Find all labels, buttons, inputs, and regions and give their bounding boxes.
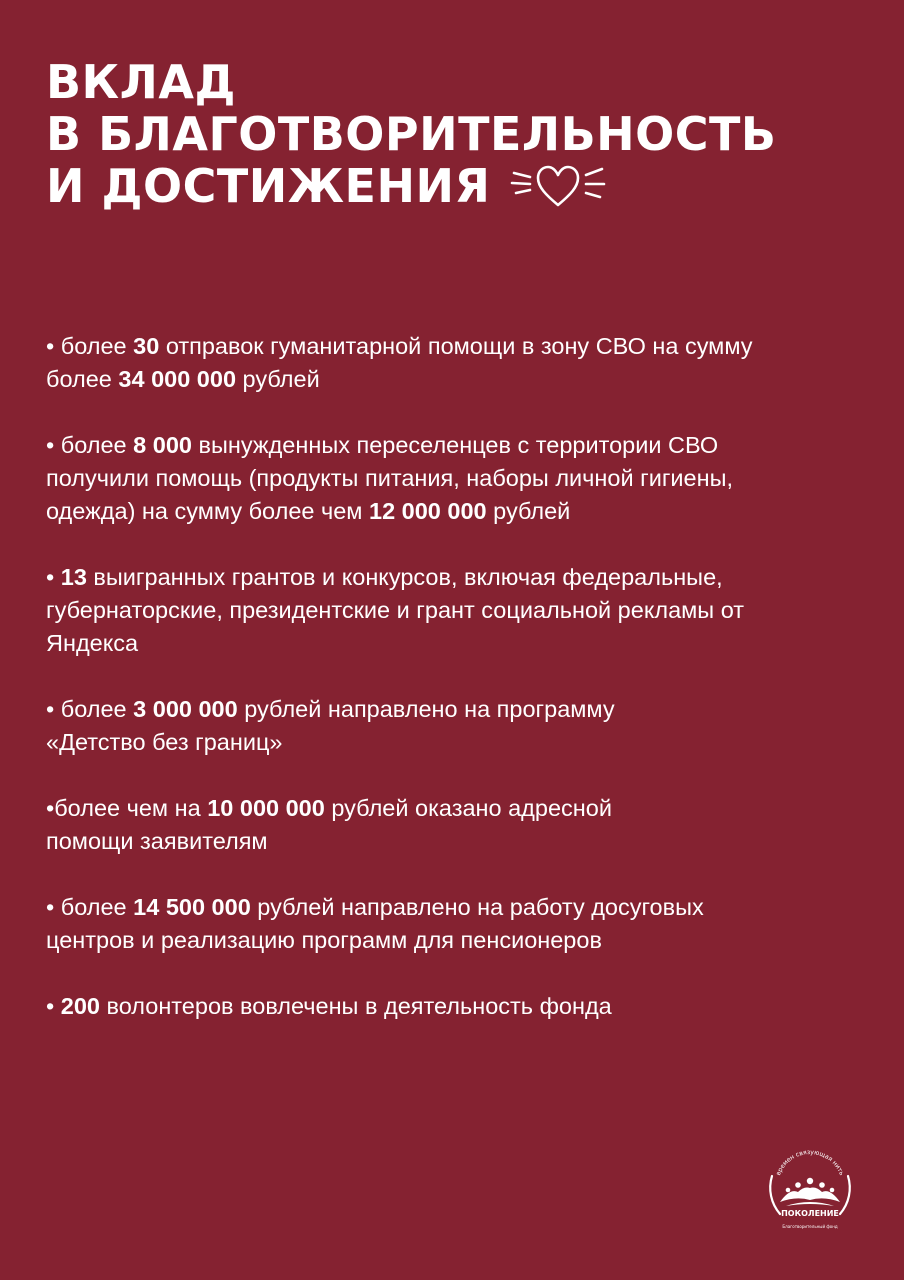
achievement-text: • более xyxy=(46,432,134,458)
achievement-text: • более xyxy=(46,894,134,920)
achievement-text: рублей направлено на программу xyxy=(237,696,615,722)
achievement-text: рублей xyxy=(486,498,571,524)
achievement-figure: 14 500 000 xyxy=(133,894,251,920)
achievement-text: получили помощь (продукты питания, наборы личной гигиены, xyxy=(46,465,733,491)
title-line-3: И ДОСТИЖЕНИЯ xyxy=(46,159,491,213)
achievement-text: рублей xyxy=(236,366,320,392)
achievement-item xyxy=(46,429,846,528)
logo-name: ПОКОЛЕНИЕ xyxy=(781,1209,839,1218)
achievement-text: отправок гуманитарной помощи в зону СВО на сумму xyxy=(159,333,753,359)
title-line-2: В БЛАГОТВОРИТЕЛЬНОСТЬ xyxy=(46,107,777,161)
achievement-text: «Детство без границ» xyxy=(46,729,283,755)
achievement-text: Яндекса xyxy=(46,630,139,656)
achievement-figure: 34 000 000 xyxy=(118,366,237,392)
achievement-text: рублей оказано адресной xyxy=(324,795,612,821)
achievement-text: • xyxy=(46,564,61,590)
achievement-figure: 3 000 000 xyxy=(133,696,238,722)
achievement-item xyxy=(46,693,846,759)
title-line-1: ВКЛАД xyxy=(46,55,236,109)
achievement-figure: 12 000 000 xyxy=(369,498,487,524)
title-line-3-wrap xyxy=(46,160,606,212)
achievement-figure: 13 xyxy=(60,564,87,590)
achievement-text: • более xyxy=(46,333,134,359)
achievement-text: • более xyxy=(46,696,134,722)
achievement-item xyxy=(46,990,846,1023)
achievement-text: рублей направлено на работу досуговых xyxy=(250,894,704,920)
achievement-text: выигранных грантов и конкурсов, включая федеральные, xyxy=(86,564,723,590)
achievement-text: губернаторские, президентские и грант социальной рекламы от xyxy=(46,597,745,623)
achievement-figure: 30 xyxy=(133,333,160,359)
achievement-text: •более чем на xyxy=(46,795,208,821)
achievement-text: одежда) на сумму более чем xyxy=(46,498,369,524)
achievement-text: более xyxy=(46,366,119,392)
logo-arc-text: времен связующая нить xyxy=(774,1148,846,1177)
achievement-item xyxy=(46,330,846,396)
heart-icon xyxy=(510,161,606,211)
achievement-text: центров и реализацию программ для пенсионеров xyxy=(46,927,602,953)
achievement-figure: 200 xyxy=(60,993,100,1019)
achievement-item xyxy=(46,792,846,858)
achievement-text: • xyxy=(46,993,61,1019)
page-title xyxy=(46,56,777,212)
achievement-item xyxy=(46,561,846,660)
achievement-text: вынужденных переселенцев с территории СВО xyxy=(191,432,719,458)
achievement-text: помощи заявителям xyxy=(46,828,268,854)
logo-subtitle: Благотворительный фонд xyxy=(782,1224,838,1229)
achievement-item xyxy=(46,891,846,957)
foundation-logo-icon xyxy=(760,1140,860,1240)
foundation-logo xyxy=(760,1140,860,1240)
achievement-figure: 8 000 xyxy=(133,432,192,458)
achievement-figure: 10 000 000 xyxy=(207,795,325,821)
achievements-list xyxy=(46,330,846,1056)
achievement-text: волонтеров вовлечены в деятельность фонда xyxy=(99,993,612,1019)
